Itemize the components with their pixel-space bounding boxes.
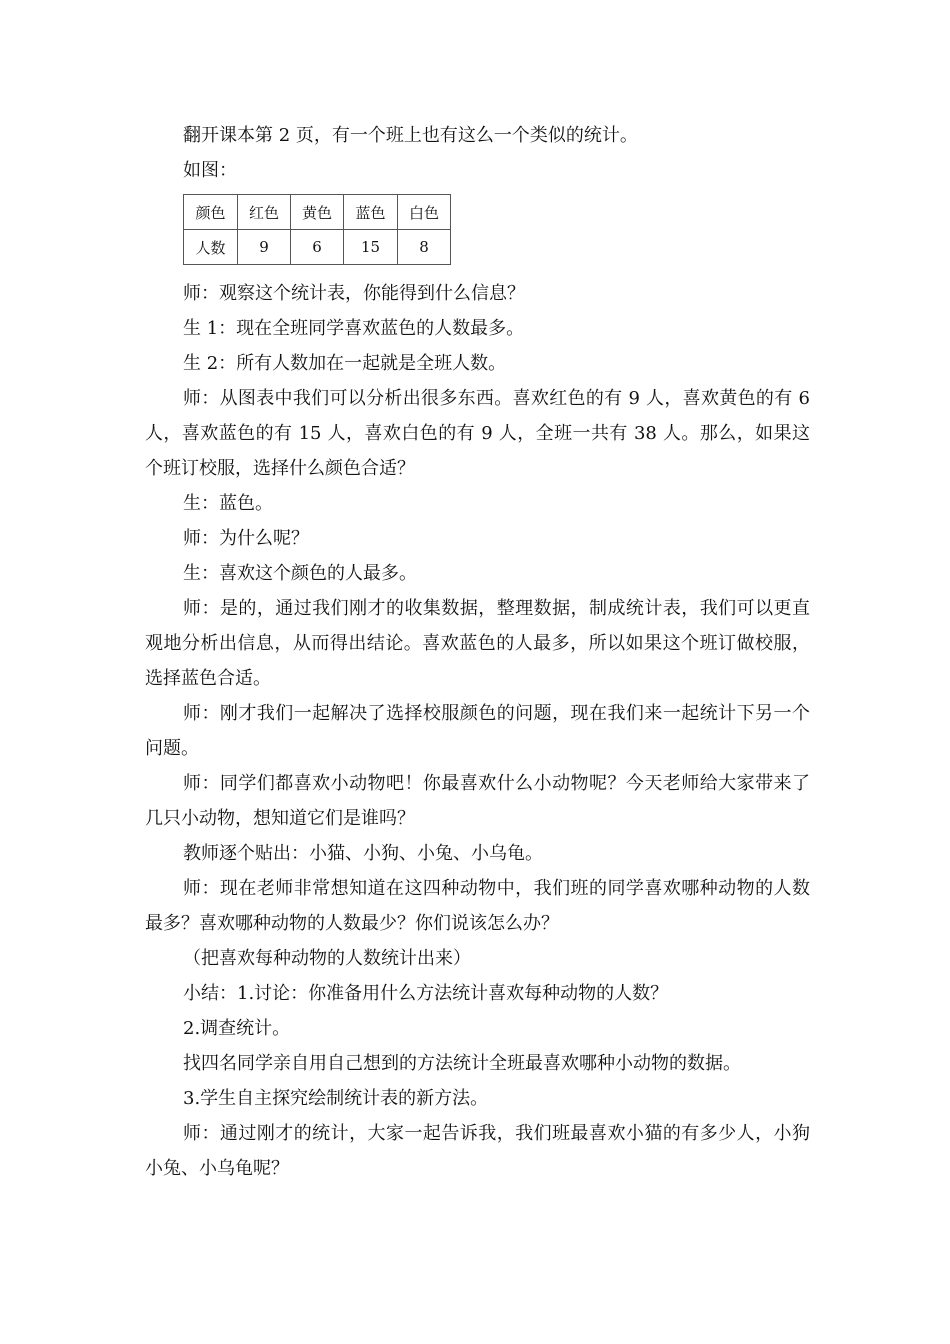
table-cell: 15 — [344, 230, 398, 265]
paragraph: 小结：1.讨论：你准备用什么方法统计喜欢每种动物的人数？ — [183, 983, 669, 1004]
color-statistics-table — [183, 194, 451, 265]
table-cell: 黄色 — [291, 195, 344, 230]
paragraph: 师：刚才我们一起解决了选择校服颜色的问题，现在我们来一起统计下另一个问题。 — [145, 703, 810, 759]
paragraph: 生：喜欢这个颜色的人最多。 — [183, 563, 417, 584]
paragraph: 生：蓝色。 — [183, 493, 273, 514]
paragraph: 师：从图表中我们可以分析出很多东西。喜欢红色的有 9 人，喜欢黄色的有 6 人，喜欢蓝色的有 15 人，喜欢白色的有 9 人，全班一共有 38 人。那么，如果这个班订校服，选择什么颜色合适？ — [145, 388, 810, 479]
table-cell: 6 — [291, 230, 344, 265]
table-cell: 人数 — [184, 230, 238, 265]
paragraph: 2.调查统计。 — [183, 1018, 291, 1039]
paragraph: 如图： — [183, 160, 237, 181]
paragraph: 生 1：现在全班同学喜欢蓝色的人数最多。 — [183, 318, 525, 339]
paragraph: 师：同学们都喜欢小动物吧！你最喜欢什么小动物呢？今天老师给大家带来了几只小动物，想知道它们是谁吗？ — [145, 773, 810, 829]
intro-text — [145, 118, 810, 188]
paragraph: 师：是的，通过我们刚才的收集数据，整理数据，制成统计表，我们可以更直观地分析出信息，从而得出结论。喜欢蓝色的人最多，所以如果这个班订做校服，选择蓝色合适。 — [145, 598, 810, 689]
paragraph: 生 2：所有人数加在一起就是全班人数。 — [183, 353, 507, 374]
paragraph: 找四名同学亲自用自己想到的方法统计全班最喜欢哪种小动物的数据。 — [183, 1053, 741, 1074]
paragraph: （把喜欢每种动物的人数统计出来） — [183, 948, 471, 969]
table-cell: 颜色 — [184, 195, 238, 230]
paragraph: 师：为什么呢？ — [183, 528, 309, 549]
table-header-row — [184, 195, 451, 230]
table-cell: 8 — [398, 230, 451, 265]
paragraph: 3.学生自主探究绘制统计表的新方法。 — [183, 1088, 489, 1109]
paragraph: 师：通过刚才的统计，大家一起告诉我，我们班最喜欢小猫的有多少人，小狗小兔、小乌龟呢？ — [145, 1123, 810, 1179]
paragraph: 师：现在老师非常想知道在这四种动物中，我们班的同学喜欢哪种动物的人数最多？喜欢哪种动物的人数最少？你们说该怎么办？ — [145, 878, 810, 934]
table-cell: 9 — [238, 230, 291, 265]
paragraph: 教师逐个贴出：小猫、小狗、小兔、小乌龟。 — [183, 843, 543, 864]
paragraph: 翻开课本第 2 页，有一个班上也有这么一个类似的统计。 — [183, 125, 638, 146]
body-text — [145, 276, 810, 1186]
table-cell: 蓝色 — [344, 195, 398, 230]
table-row — [184, 230, 451, 265]
table-cell: 白色 — [398, 195, 451, 230]
paragraph: 师：观察这个统计表，你能得到什么信息？ — [183, 283, 525, 304]
table-cell: 红色 — [238, 195, 291, 230]
